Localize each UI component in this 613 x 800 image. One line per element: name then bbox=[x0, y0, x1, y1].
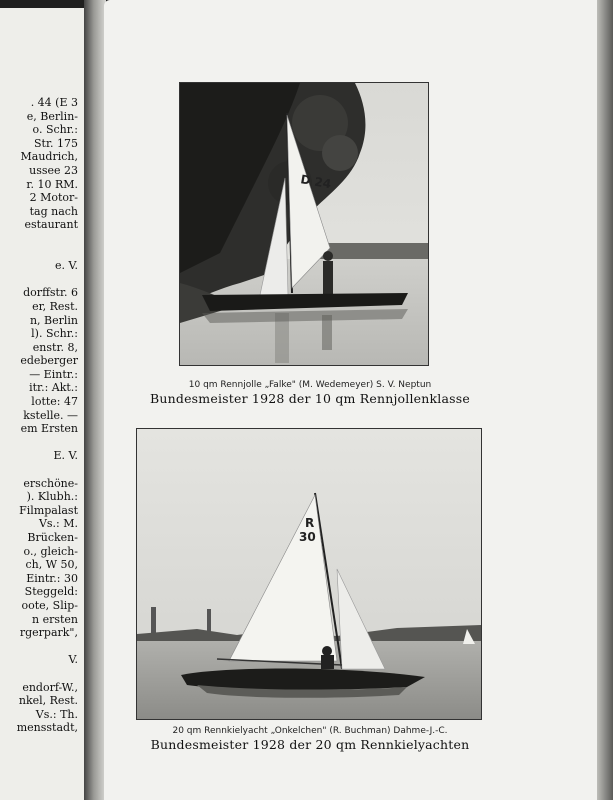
book-gutter bbox=[84, 0, 106, 800]
left-page-text-line: nkel, Rest. bbox=[18, 694, 78, 708]
left-page bbox=[0, 8, 85, 800]
left-page-text-line: tag nach bbox=[29, 204, 78, 218]
left-page-text-line: oote, Slip- bbox=[21, 598, 78, 612]
left-page-text-line: r. 10 RM. bbox=[26, 177, 78, 191]
left-page-text-line: — Eintr.: bbox=[29, 367, 78, 381]
left-page-text-line: enstr. 8, bbox=[32, 340, 78, 354]
left-page-text-line: ch, W 50, bbox=[25, 558, 78, 572]
left-page-text-line: Str. 175 bbox=[34, 136, 78, 150]
left-page-text-line: 2 Motor- bbox=[29, 191, 78, 205]
left-page-text-line: em Ersten bbox=[20, 422, 78, 436]
left-page-text-line: Maudrich, bbox=[20, 150, 78, 164]
photo-rennjolle-image bbox=[180, 83, 428, 365]
left-page-text-line: o. Schr.: bbox=[32, 123, 78, 137]
left-page-text-line: Brücken- bbox=[27, 531, 78, 544]
left-page-text-line: e, Berlin- bbox=[26, 109, 78, 123]
left-page-text-line bbox=[0, 273, 78, 287]
left-page-text-line: n, Berlin bbox=[29, 313, 78, 327]
page-edge bbox=[597, 0, 613, 800]
left-page-text-line: o., gleich- bbox=[23, 544, 78, 558]
left-page-text-line bbox=[0, 667, 78, 681]
left-page-text-line bbox=[0, 463, 78, 477]
left-page-text-line: Vs.: Th. bbox=[35, 707, 78, 721]
left-page-text-line: rgerpark", bbox=[19, 626, 78, 640]
caption-1-detail: 10 qm Rennjolle „Falke" (M. Wedemeyer) S. V. Neptun bbox=[188, 380, 432, 390]
left-page-text-line: endorf-W., bbox=[22, 680, 78, 694]
left-page-text-line: . 44 (E 3 bbox=[30, 96, 78, 109]
caption-2-detail: 20 qm Rennkielyacht „Onkelchen" (R. Buchman) Dahme-J.-C. bbox=[172, 726, 448, 736]
sail-number-digits: 30 bbox=[299, 530, 316, 544]
left-page-text-line: n ersten bbox=[31, 612, 78, 626]
sail-number: D 24 bbox=[299, 172, 333, 192]
left-page-text-line: lotte: 47 bbox=[31, 395, 78, 409]
photo-rennkielyacht-image bbox=[137, 429, 481, 719]
left-page-text-line: dorffstr. 6 bbox=[23, 286, 78, 300]
left-page-text-line: estaurant bbox=[24, 218, 78, 232]
left-page-text-line: edeberger bbox=[20, 354, 78, 368]
left-page-text-line: kstelle. — bbox=[23, 408, 78, 422]
left-page-text-column bbox=[0, 96, 78, 735]
photo-rennjolle-falke bbox=[179, 82, 429, 366]
left-page-text-line: Steggeld: bbox=[24, 585, 78, 599]
caption-1-title: Bundesmeister 1928 der 10 qm Rennjollenklasse bbox=[150, 391, 470, 406]
left-page-text-line: ussee 23 bbox=[29, 163, 78, 177]
left-page-text-line: e. V. bbox=[54, 259, 78, 273]
left-page-text-line bbox=[0, 640, 78, 654]
left-page-text-line: mensstadt, bbox=[16, 721, 78, 735]
left-page-text-line: Eintr.: 30 bbox=[26, 571, 78, 585]
left-page-text-line: erschöne- bbox=[23, 476, 78, 490]
left-page-text-line: itr.: Akt.: bbox=[29, 381, 78, 395]
left-page-text-line: l). Schr.: bbox=[31, 327, 78, 341]
left-page-text-line: E. V. bbox=[53, 449, 78, 463]
left-page-text-line: er, Rest. bbox=[32, 299, 78, 313]
left-page-text-line bbox=[0, 436, 78, 450]
left-page-text-line: ). Klubh.: bbox=[26, 490, 78, 504]
caption-2-title: Bundesmeister 1928 der 20 qm Rennkielyachten bbox=[150, 737, 470, 752]
left-page-text-line: Filmpalast bbox=[19, 503, 78, 517]
photo-rennkielyacht-onkelchen bbox=[136, 428, 482, 720]
left-page-text-line: V. bbox=[68, 653, 78, 667]
left-page-text-line: Vs.: M. bbox=[38, 517, 78, 531]
left-page-text-line bbox=[0, 232, 78, 246]
left-page-text-line bbox=[0, 246, 78, 260]
sail-number-letter: R bbox=[305, 516, 315, 530]
